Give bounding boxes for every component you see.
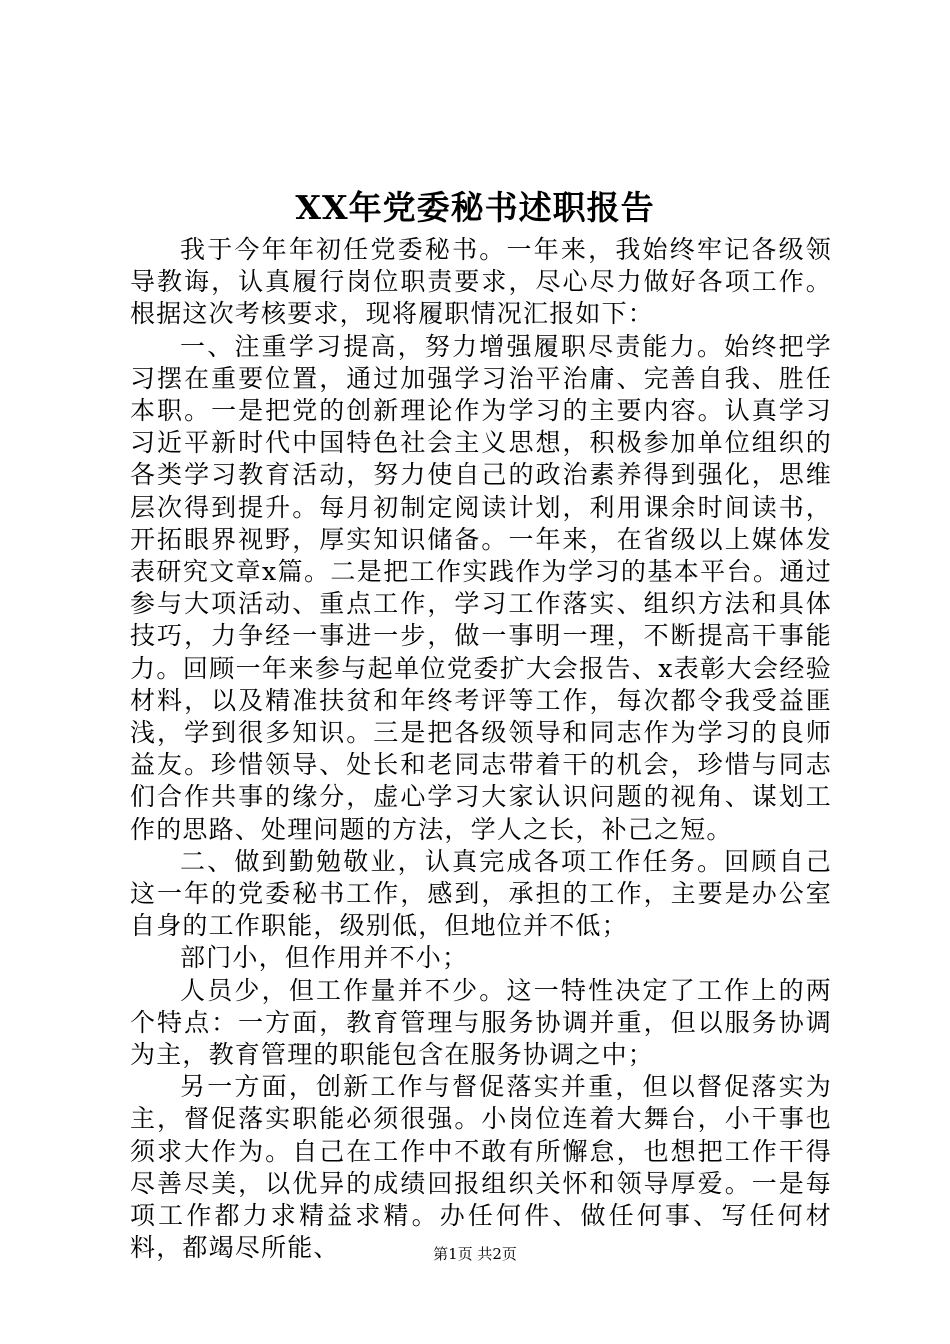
document-title: XX年党委秘书述职报告 bbox=[295, 188, 655, 227]
paragraph-other-side: 另一方面，创新工作与督促落实并重，但以督促落实为主，督促落实职能必须很强。小岗位连着大舞台，小干事也须求大作为。自己在工作中不敢有所懈怠，也想把工作干得尽善尽美，以优异的成绩回报组织关怀和领导厚爱。一是每项工作都力求精益求精。办任何件、做任何事、写任何材料，都竭尽所能、 bbox=[130, 1072, 832, 1263]
document-body bbox=[130, 234, 832, 1265]
paragraph-intro: 我于今年年初任党委秘书。一年来，我始终牢记各级领导教诲，认真履行岗位职责要求，尽心尽力做好各项工作。根据这次考核要求，现将履职情况汇报如下： bbox=[130, 235, 832, 329]
paragraph-department: 部门小，但作用并不小； bbox=[180, 943, 469, 973]
page-footer: 第1页 共2页 bbox=[433, 1245, 517, 1263]
paragraph-section-two: 二、做到勤勉敬业，认真完成各项工作任务。回顾自己这一年的党委秘书工作，感到，承担的工作，主要是办公室自身的工作职能，级别低，但地位并不低； bbox=[130, 846, 832, 941]
paragraph-staff: 人员少，但工作量并不少。这一特性决定了工作上的两个特点：一方面，教育管理与服务协调并重，但以服务协调为主，教育管理的职能包含在服务协调之中； bbox=[130, 975, 832, 1070]
paragraph-section-one: 一、注重学习提高，努力增强履职尽责能力。始终把学习摆在重要位置，通过加强学习治平治庸、完善自我、胜任本职。一是把党的创新理论作为学习的主要内容。认真学习习近平新时代中国特色社会主义思想，积极参加单位组织的各类学习教育活动，努力使自己的政治素养得到强化，思维层次得到提升。每月初制定阅读计划，利用课余时间读书，开拓眼界视野，厚实知识储备。一年来，在省级以上媒体发表研究文章x篇。二是把工作实践作为学习的基本平台。通过参与大项活动、重点工作，学习工作落实、组织方法和具体技巧，力争经一事进一步，做一事明一理，不断提高干事能力。回顾一年来参与起单位党委扩大会报告、x表彰大会经验材料，以及精准扶贫和年终考评等工作，每次都令我受益匪浅，学到很多知识。三是把各级领导和同志作为学习的良师益友。珍惜领导、处长和老同志带着干的机会，珍惜与同志们合作共事的缘分，虚心学习大家认识问题的视角、谋划工作的思路、处理问题的方法，学人之长，补己之短。 bbox=[130, 331, 832, 844]
